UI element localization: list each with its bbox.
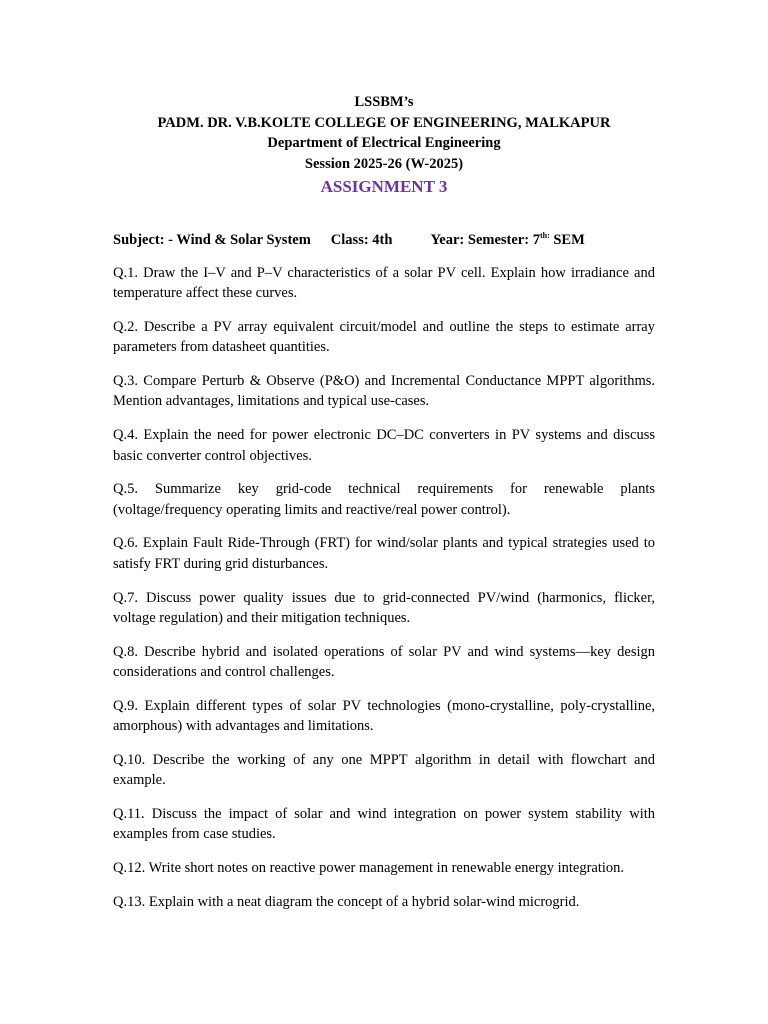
question-item: Q.1. Draw the I–V and P–V characteristics of a solar PV cell. Explain how irradiance and temperature affect these curves. xyxy=(113,265,655,302)
document-header xyxy=(0,92,768,174)
question-item: Q.7. Discuss power quality issues due to grid-connected PV/wind (harmonics, flicker, voltage regulation) and their mitigation techniques. xyxy=(113,589,655,626)
question-item: Q.13. Explain with a neat diagram the concept of a hybrid solar-wind microgrid. xyxy=(113,893,580,910)
question-list xyxy=(113,263,655,926)
class-label: Class: 4th xyxy=(330,232,393,248)
question-item: Q.5. Summarize key grid-code technical requirements for renewable plants (voltage/frequency operating limits and reactive/real power control). xyxy=(113,481,655,518)
question-item: Q.4. Explain the need for power electronic DC–DC converters in PV systems and discuss basic converter control objectives. xyxy=(113,427,655,464)
assignment-title: ASSIGNMENT 3 xyxy=(320,177,448,196)
question-item: Q.2. Describe a PV array equivalent circuit/model and outline the steps to estimate array parameters from datasheet quantities. xyxy=(113,319,655,356)
question-item: Q.8. Describe hybrid and isolated operations of solar PV and wind systems—key design considerations and control challenges. xyxy=(113,643,655,680)
college-name: PADM. DR. V.B.KOLTE COLLEGE OF ENGINEERING, MALKAPUR xyxy=(157,114,611,131)
org-name: LSSBM’s xyxy=(354,94,414,110)
question-item: Q.6. Explain Fault Ride-Through (FRT) for wind/solar plants and typical strategies used to satisfy FRT during grid disturbances. xyxy=(113,535,655,572)
question-item: Q.3. Compare Perturb & Observe (P&O) and Incremental Conductance MPPT algorithms. Mention advantages, limitations and typical use-cases. xyxy=(113,373,655,410)
question-item: Q.10. Describe the working of any one MPPT algorithm in detail with flowchart and example. xyxy=(113,751,655,789)
session-label: Session 2025-26 (W-2025) xyxy=(304,155,464,172)
semester-label xyxy=(430,230,584,250)
question-item: Q.11. Discuss the impact of solar and wind integration on power system stability with examples from case studies. xyxy=(113,805,655,843)
subject-label: Subject: - Wind & Solar System xyxy=(113,232,311,248)
semester-superscript: th: xyxy=(539,231,550,240)
department-name: Department of Electrical Engineering xyxy=(267,135,501,151)
semester-prefix: Year: Semester: 7 xyxy=(430,232,540,248)
subject-line xyxy=(113,230,673,250)
semester-suffix: SEM xyxy=(549,232,585,248)
question-item: Q.12. Write short notes on reactive power management in renewable energy integration. xyxy=(113,860,625,877)
question-item: Q.9. Explain different types of solar PV technologies (mono-crystalline, poly-crystalline, amorphous) with advantages and limitations. xyxy=(113,697,655,735)
